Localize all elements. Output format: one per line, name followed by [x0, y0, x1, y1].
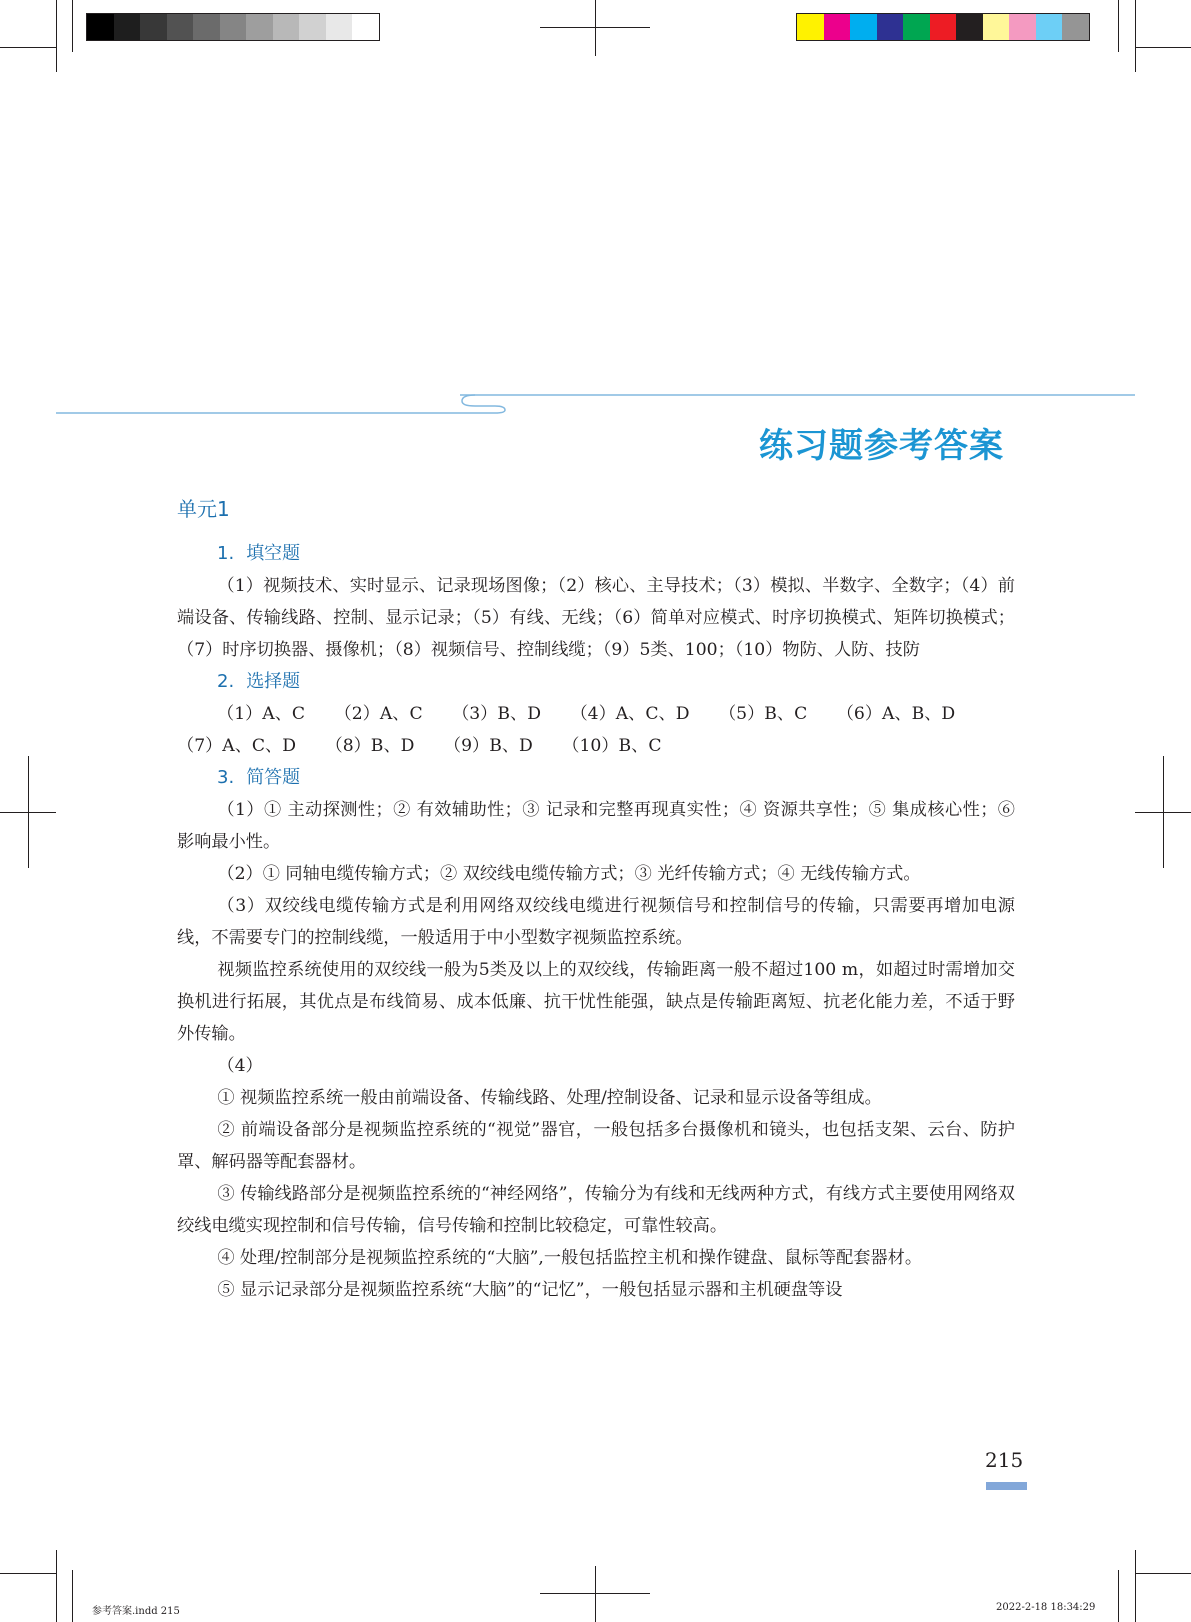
- choice-answers-row-1: [177, 698, 1015, 730]
- registration-right-v: [1163, 756, 1164, 868]
- choice-answer: （6）A、B、D: [836, 704, 956, 724]
- registration-left-v: [28, 756, 29, 868]
- choice-answer: （4）A、C、D: [570, 704, 690, 724]
- choice-answers-row-2: [177, 730, 1015, 762]
- section-heading-short-answer: [177, 762, 1015, 794]
- crop-mark-bl-v: [56, 1550, 57, 1622]
- page-number: 215: [985, 1448, 1024, 1472]
- registration-bottom-v: [595, 1566, 596, 1622]
- short-answer-paragraph: （3）双绞线电缆传输方式是利用网络双绞线电缆进行视频信号和控制信号的传输，只需要再增加电源线，不需要专门的控制线缆，一般适用于中小型数字视频监控系统。: [177, 896, 1015, 948]
- section-heading-choice: [177, 666, 1015, 698]
- page-title: 练习题参考答案: [759, 426, 1004, 466]
- choice-answer: （1）A、C: [217, 704, 306, 724]
- page-number-bar: [986, 1482, 1027, 1490]
- slug-timestamp: 2022-2-18 18:34:29: [996, 1602, 1096, 1613]
- choice-answer: （7）A、C、D: [177, 736, 297, 756]
- short-answer-paragraph: （4）: [217, 1056, 263, 1076]
- short-answer-paragraph: ② 前端设备部分是视频监控系统的“视觉”器官，一般包括多台摄像机和镜头，也包括支架、云台、防护罩、解码器等配套器材。: [177, 1120, 1015, 1172]
- section-number: 2.: [217, 671, 235, 692]
- section-number: 3.: [217, 767, 235, 788]
- section-label: 填空题: [246, 543, 301, 564]
- section-number: 1.: [217, 543, 235, 564]
- fill-blank-answer: （1）视频技术、实时显示、记录现场图像；（2）核心、主导技术；（3）模拟、半数字、全数字；（4）前端设备、传输线路、控制、显示记录；（5）有线、无线；（6）简单对应模式、时序切换模式、矩阵切换模式；（7）时序切换器、摄像机；（8）视频信号、控制线缆；（9）5类、100；（10）物防、人防、技防: [177, 576, 1015, 660]
- header-decoration-lines: [0, 0, 1191, 430]
- short-answer-paragraph: ⑤ 显示记录部分是视频监控系统“大脑”的“记忆”，一般包括显示器和主机硬盘等设: [217, 1280, 843, 1300]
- answer-content: [177, 494, 1015, 1306]
- crop-mark-bl-h: [0, 1573, 56, 1574]
- choice-answer: （10）B、C: [562, 736, 662, 756]
- short-answer-paragraph: （1）① 主动探测性；② 有效辅助性；③ 记录和完整再现真实性；④ 资源共享性；⑤ 集成核心性；⑥ 影响最小性。: [177, 800, 1015, 852]
- choice-answer: （3）B、D: [452, 704, 541, 724]
- crop-mark-br-h: [1135, 1573, 1191, 1574]
- unit-heading: 单元1: [177, 497, 230, 521]
- crop-mark-br-v: [1135, 1550, 1136, 1622]
- short-answer-paragraph: ① 视频监控系统一般由前端设备、传输线路、处理/控制设备、记录和显示设备等组成。: [217, 1088, 882, 1108]
- short-answer-paragraph: ③ 传输线路部分是视频监控系统的“神经网络”，传输分为有线和无线两种方式，有线方式主要使用网络双绞线电缆实现控制和信号传输，信号传输和控制比较稳定，可靠性较高。: [177, 1184, 1015, 1236]
- section-label: 简答题: [246, 767, 301, 788]
- short-answer-paragraph: （2）① 同轴电缆传输方式；② 双绞线电缆传输方式；③ 光纤传输方式；④ 无线传输方式。: [217, 864, 921, 884]
- short-answer-paragraph: ④ 处理/控制部分是视频监控系统的“大脑”,一般包括监控主机和操作键盘、鼠标等配套器材。: [217, 1248, 923, 1268]
- short-answer-paragraph: 视频监控系统使用的双绞线一般为5类及以上的双绞线，传输距离一般不超过100 m，如超过时需增加交换机进行拓展，其优点是布线简易、成本低廉、抗干忧性能强，缺点是传输距离短、抗老化能力差，不适于野外传输。: [177, 960, 1015, 1044]
- crop-mark-bl-v2: [72, 1570, 73, 1622]
- choice-answer: （5）B、C: [718, 704, 808, 724]
- section-heading-fill-blank: [177, 538, 1015, 570]
- slug-file-info: 参考答案.indd 215: [92, 1606, 180, 1617]
- section-label: 选择题: [246, 671, 301, 692]
- choice-answer: （9）B、D: [443, 736, 533, 756]
- choice-answer: （2）A、C: [334, 704, 423, 724]
- crop-mark-br-v2: [1118, 1570, 1119, 1622]
- choice-answer: （8）B、D: [325, 736, 415, 756]
